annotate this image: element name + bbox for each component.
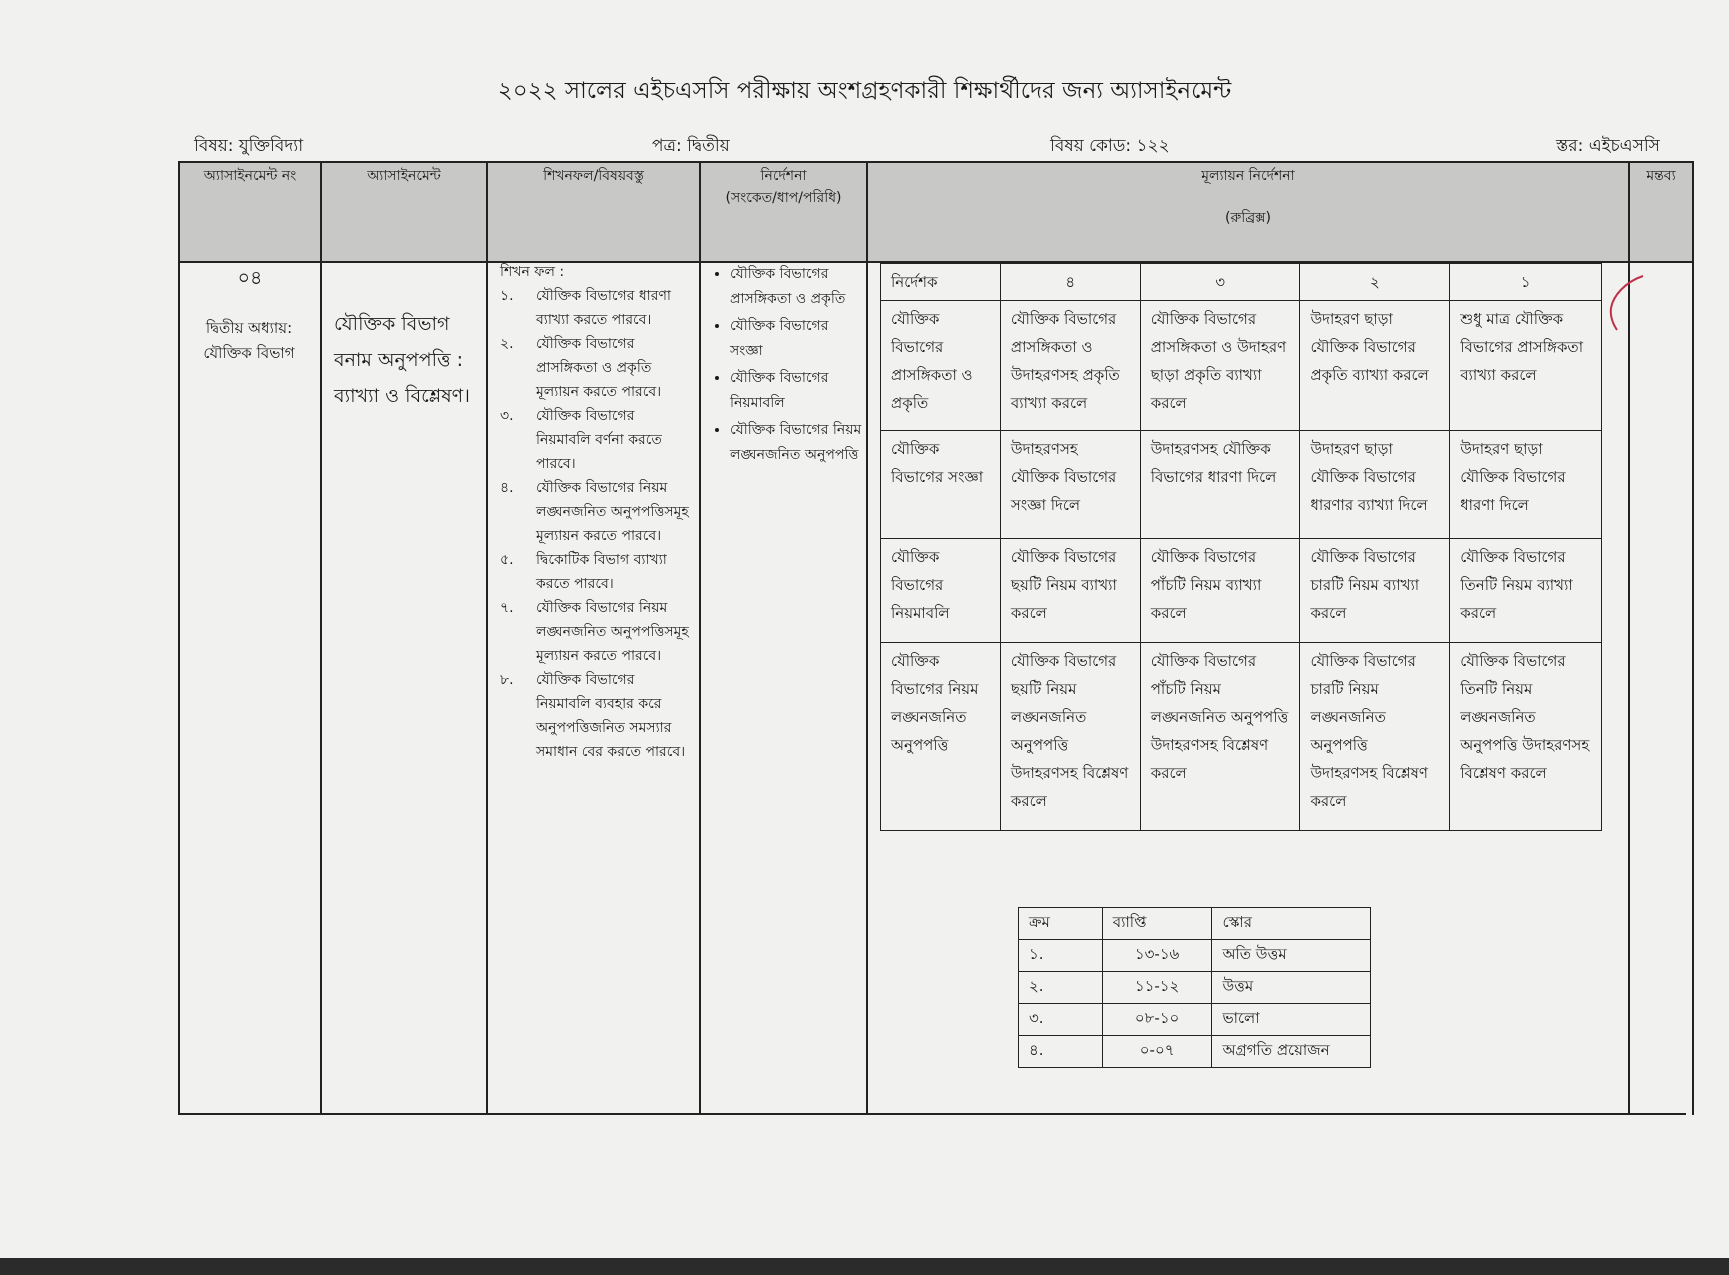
rubric-indicator-cell: যৌক্তিক বিভাগের সংজ্ঞা	[881, 431, 1001, 539]
col-divider-1	[320, 161, 322, 1115]
chapter-label: দ্বিতীয় অধ্যায়: যৌক্তিক বিভাগ	[203, 319, 295, 362]
rubric-criteria-cell: যৌক্তিক বিভাগের চারটি নিয়ম ব্যাখ্যা করলে	[1300, 539, 1450, 643]
outcome-text: যৌক্তিক বিভাগের নিয়ম লঙ্ঘনজনিত অনুপপত্তিসমূহ মূল্যায়ন করতে পারবে।	[536, 480, 689, 544]
rubric-row	[881, 301, 1602, 431]
rubric-table	[880, 263, 1602, 831]
outcome-number: ৫.	[500, 552, 514, 568]
score-row	[1019, 1036, 1371, 1068]
score-header-cell: ক্রম	[1019, 908, 1103, 940]
outcome-number: ৭.	[500, 600, 514, 616]
outcome-number: ৩.	[500, 408, 514, 424]
outcome-item	[500, 596, 692, 668]
rubric-criteria-cell: যৌক্তিক বিভাগের ছয়টি নিয়ম ব্যাখ্যা করলে	[1000, 539, 1140, 643]
instructions-list	[712, 262, 862, 468]
header-assignment: অ্যাসাইনমেন্ট	[367, 168, 441, 184]
rubric-indicator-cell: যৌক্তিক বিভাগের নিয়ম লঙ্ঘনজনিত অনুপপত্তি	[881, 643, 1001, 831]
score-cell: ০-০৭	[1102, 1036, 1212, 1068]
table-top-border	[178, 161, 1694, 163]
rubric-row	[881, 539, 1602, 643]
rubric-header-cell: ৪	[1000, 264, 1140, 301]
rubric-criteria-cell: উদাহরণসহ যৌক্তিক বিভাগের সংজ্ঞা দিলে	[1000, 431, 1140, 539]
rubric-header-cell: ৩	[1140, 264, 1300, 301]
learning-outcomes	[500, 260, 692, 764]
header-evaluation-title: মূল্যায়ন নির্দেশনা	[1201, 168, 1295, 184]
header-evaluation	[868, 165, 1628, 229]
rubric-criteria-cell: যৌক্তিক বিভাগের প্রাসঙ্গিকতা ও উদাহরণসহ প্রকৃতি ব্যাখ্যা করলে	[1000, 301, 1140, 431]
instruction-item: • যৌক্তিক বিভাগের নিয়মাবলি	[730, 366, 862, 416]
instruction-item: • যৌক্তিক বিভাগের নিয়ম লঙ্ঘনজনিত অনুপপত্তি	[730, 418, 862, 468]
subject-label: বিষয়: যুক্তিবিদ্যা	[194, 136, 304, 156]
rubric-row	[881, 643, 1602, 831]
score-cell: ২.	[1019, 972, 1103, 1004]
table-right-border	[1692, 161, 1694, 1115]
rubric-criteria-cell: উদাহরণসহ যৌক্তিক বিভাগের ধারণা দিলে	[1140, 431, 1300, 539]
outcome-text: যৌক্তিক বিভাগের নিয়ম লঙ্ঘনজনিত অনুপপত্তিসমূহ মূল্যায়ন করতে পারবে।	[536, 600, 689, 664]
rubric-criteria-cell: উদাহরণ ছাড়া যৌক্তিক বিভাগের ধারণা দিলে	[1450, 431, 1602, 539]
score-cell: ১১-১২	[1102, 972, 1212, 1004]
col-divider-4	[866, 161, 868, 1115]
subject-code-label: বিষয় কোড: ১২২	[1050, 136, 1170, 156]
outcome-number: ১.	[500, 288, 514, 304]
header-instructions	[701, 165, 866, 209]
assignment-title: যৌক্তিক বিভাগ বনাম অনুপপত্তি : ব্যাখ্যা ও বিশ্লেষণ।	[334, 313, 470, 407]
rubric-row	[881, 431, 1602, 539]
instruction-item: • যৌক্তিক বিভাগের সংজ্ঞা	[730, 314, 862, 364]
outcome-item	[500, 332, 692, 404]
outcome-item	[500, 404, 692, 476]
rubric-criteria-cell: উদাহরণ ছাড়া যৌক্তিক বিভাগের ধারণার ব্যাখ্যা দিলে	[1300, 431, 1450, 539]
outcome-item	[500, 284, 692, 332]
header-evaluation-sub: (রুব্রিক্স)	[1225, 210, 1271, 226]
score-cell: অতি উত্তম	[1212, 940, 1371, 972]
outcome-item	[500, 548, 692, 596]
outcome-text: দ্বিকোটিক বিভাগ ব্যাখ্যা করতে পারবে।	[536, 552, 667, 592]
rubric-criteria-cell: যৌক্তিক বিভাগের পাঁচটি নিয়ম লঙ্ঘনজনিত অনুপপত্তি উদাহরণসহ বিশ্লেষণ করলে	[1140, 643, 1300, 831]
outcomes-list	[500, 284, 692, 764]
score-header-row	[1019, 908, 1371, 940]
rubric-criteria-cell: যৌক্তিক বিভাগের তিনটি নিয়ম ব্যাখ্যা করলে	[1450, 539, 1602, 643]
score-table	[1018, 907, 1371, 1068]
col-divider-3	[699, 161, 701, 1115]
rubric-criteria-cell: যৌক্তিক বিভাগের ছয়টি নিয়ম লঙ্ঘনজনিত অনুপপত্তি উদাহরণসহ বিশ্লেষণ করলে	[1000, 643, 1140, 831]
scanner-edge	[0, 1258, 1729, 1275]
score-cell: ৪.	[1019, 1036, 1103, 1068]
rubric-header-cell: নির্দেশক	[881, 264, 1001, 301]
instruction-item: • যৌক্তিক বিভাগের প্রাসঙ্গিকতা ও প্রকৃতি	[730, 262, 862, 312]
outcome-number: ২.	[500, 336, 514, 352]
score-header-cell: ব্যাপ্তি	[1102, 908, 1212, 940]
table-left-border	[178, 161, 180, 1115]
score-cell: ভালো	[1212, 1004, 1371, 1036]
score-header-cell: স্কোর	[1212, 908, 1371, 940]
score-cell: ৩.	[1019, 1004, 1103, 1036]
header-assignment-no: অ্যাসাইনমেন্ট নং	[203, 168, 297, 184]
outcome-text: যৌক্তিক বিভাগের প্রাসঙ্গিকতা ও প্রকৃতি মূল্যায়ন করতে পারবে।	[536, 336, 662, 400]
rubric-criteria-cell: শুধু মাত্র যৌক্তিক বিভাগের প্রাসঙ্গিকতা ব্যাখ্যা করলে	[1450, 301, 1602, 431]
paper-label: পত্র: দ্বিতীয়	[652, 136, 730, 156]
outcome-text: যৌক্তিক বিভাগের নিয়মাবলি বর্ণনা করতে পারবে।	[536, 408, 662, 472]
score-cell: ১৩-১৬	[1102, 940, 1212, 972]
col-divider-2	[486, 161, 488, 1115]
table-bottom-border	[178, 1113, 1686, 1115]
score-cell: ০৮-১০	[1102, 1004, 1212, 1036]
rubric-criteria-cell: যৌক্তিক বিভাগের তিনটি নিয়ম লঙ্ঘনজনিত অনুপপত্তি উদাহরণসহ বিশ্লেষণ করলে	[1450, 643, 1602, 831]
score-row	[1019, 940, 1371, 972]
rubric-indicator-cell: যৌক্তিক বিভাগের নিয়মাবলি	[881, 539, 1001, 643]
score-cell: উত্তম	[1212, 972, 1371, 1004]
header-instructions-title: নির্দেশনা	[760, 168, 807, 184]
outcome-number: ৪.	[500, 480, 514, 496]
outcome-item	[500, 476, 692, 548]
header-outcomes: শিখনফল/বিষয়বস্তু	[543, 168, 644, 184]
rubric-criteria-cell: যৌক্তিক বিভাগের পাঁচটি নিয়ম ব্যাখ্যা করলে	[1140, 539, 1300, 643]
rubric-criteria-cell: যৌক্তিক বিভাগের প্রাসঙ্গিকতা ও উদাহরণ ছাড়া প্রকৃতি ব্যাখ্যা করলে	[1140, 301, 1300, 431]
rubric-header-cell: ১	[1450, 264, 1602, 301]
score-cell: অগ্রগতি প্রয়োজন	[1212, 1036, 1371, 1068]
score-row	[1019, 972, 1371, 1004]
level-label: স্তর: এইচএসসি	[1556, 136, 1660, 156]
header-remarks: মন্তব্য	[1646, 168, 1676, 184]
header-instructions-sub: (সংকেত/ধাপ/পরিধি)	[725, 190, 842, 206]
outcome-number: ৮.	[500, 672, 514, 688]
rubric-criteria-cell: যৌক্তিক বিভাগের চারটি নিয়ম লঙ্ঘনজনিত অনুপপত্তি উদাহরণসহ বিশ্লেষণ করলে	[1300, 643, 1450, 831]
outcome-text: যৌক্তিক বিভাগের ধারণা ব্যাখ্যা করতে পারবে।	[536, 288, 671, 328]
rubric-indicator-cell: যৌক্তিক বিভাগের প্রাসঙ্গিকতা ও প্রকৃতি	[881, 301, 1001, 431]
instructions-cell	[712, 262, 862, 470]
red-tick-mark-icon	[1605, 272, 1645, 334]
outcomes-heading: শিখন ফল :	[500, 264, 565, 280]
page-title: ২০২২ সালের এইচএসসি পরীক্ষায় অংশগ্রহণকারী শিক্ষার্থীদের জন্য অ্যাসাইনমেন্ট	[497, 78, 1232, 104]
outcome-item	[500, 668, 692, 764]
score-cell: ১.	[1019, 940, 1103, 972]
rubric-criteria-cell: উদাহরণ ছাড়া যৌক্তিক বিভাগের প্রকৃতি ব্যাখ্যা করলে	[1300, 301, 1450, 431]
rubric-header-row	[881, 264, 1602, 301]
assignment-number: ০৪	[237, 267, 263, 289]
outcome-text: যৌক্তিক বিভাগের নিয়মাবলি ব্যবহার করে অনুপপত্তিজনিত সমস্যার সমাধান বের করতে পারবে।	[536, 672, 686, 760]
rubric-header-cell: ২	[1300, 264, 1450, 301]
score-row	[1019, 1004, 1371, 1036]
